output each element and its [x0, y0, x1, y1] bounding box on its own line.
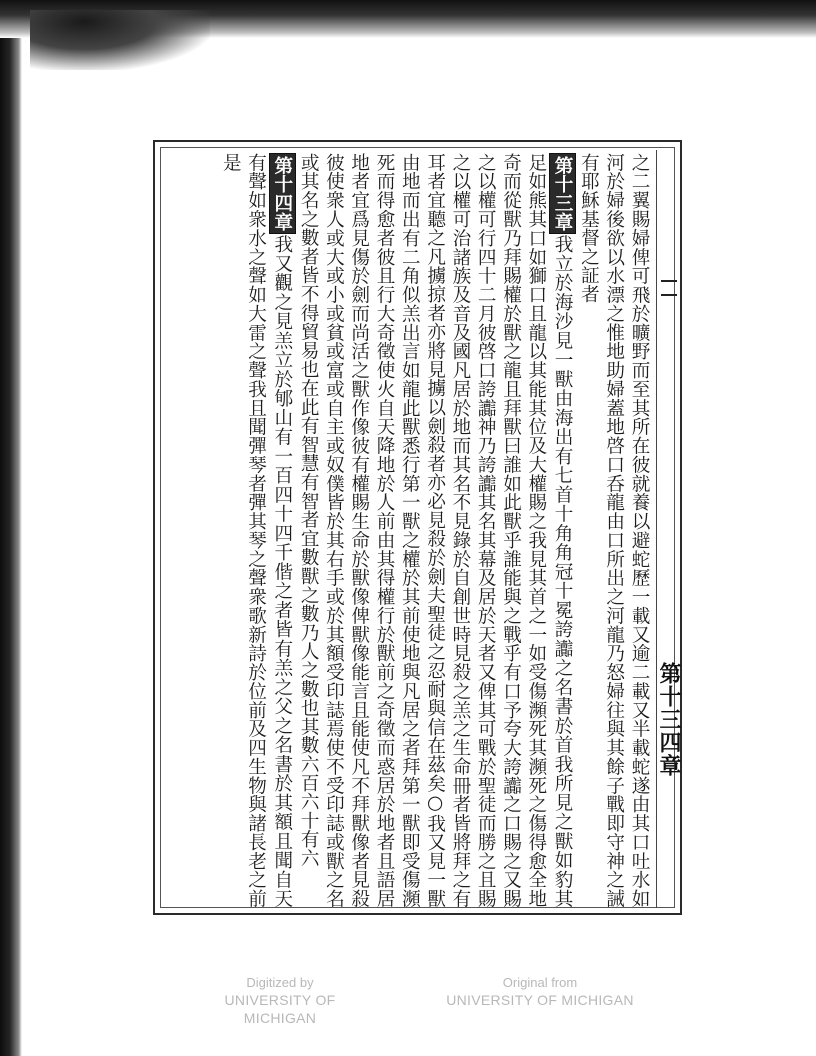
chapter-14-text: 我又觀之見羔立於郇山有一百四十四千偕之者皆有羔之父之名書於其額且聞自天有聲如衆水之聲如大雷之聲我且聞彈琴者彈其琴之聲衆歌新詩於位前及四生物與諸長老之前是 — [220, 153, 293, 908]
page-edge-shadow — [0, 0, 22, 1056]
chapter-13-heading: 第十三章 — [549, 153, 576, 234]
watermark-original-source: UNIVERSITY OF MICHIGAN — [446, 992, 634, 1008]
watermark-digitized-label: Digitized by — [246, 975, 314, 990]
watermark-original — [440, 975, 640, 1009]
watermark-digitized-source: UNIVERSITY OF MICHIGAN — [224, 992, 336, 1026]
paragraph-chapter-14 — [218, 153, 296, 908]
scan-smudge — [30, 10, 210, 70]
fishtail-mark — [661, 280, 677, 296]
paragraph-continuation — [576, 153, 652, 908]
paragraph-text: 之二翼賜婦俾可飛於曠野而至其所在彼就養以避蛇歷一載又逾二載又半載蛇遂由其口吐水如河於婦後欲以水漂之惟地助婦蓋地啓口呑龍由口所出之河龍乃怒婦往與其餘子戰即守神之誡有耶穌基督之証者 — [578, 153, 650, 908]
chapter-14-heading: 第十四章 — [269, 153, 296, 234]
body-text — [168, 153, 652, 908]
chapter-13-text: 我立於海沙見一獸由海出有七首十角角冠十冕誇讟之名書於首我所見之獸如豹其足如熊其口如獅口且龍以其能其位及大權賜之我見其首之一如受傷瀕死其瀕死之傷得愈全地奇而從獸乃拜賜權於獸之龍且拜獸曰誰如此獸乎誰能與之戰乎有口予夸大誇讟之口賜之又賜之以權可行四十二月彼啓口誇讟神乃誇讟其名其幕及居於天者又俾其可戰於聖徒而勝之且賜之以權可治諸族及音及國凡居於地而其名不見錄於自創世時見殺之羔之生命冊者皆將拜之有耳者宜聽之凡擄掠者亦將見擄以劍殺者亦必見殺於劍夫聖徒之忍耐與信在茲矣○我又見一獸由地而出有二角似羔出言如龍此獸悉行第一獸之權於其前使地與凡居之者拜第一獸即受傷瀕死而得愈者彼且行大奇徵使火自天降地於人前由其得權行於獸前之奇徵而惑居於地者且語居地者宜爲見傷於劍而尚活之獸作像彼有權賜生命於獸像俾獸像能言且能使凡不拜獸像者見殺彼使衆人或大或小或貧或富或自主或奴僕皆於其右手或於其額受印誌焉使不受印誌或獸之名或其名之數者皆不得貿易也在此有智慧有智者宜數獸之數乃人之數也其數六百六十有六 — [298, 153, 574, 908]
paragraph-chapter-13 — [296, 153, 576, 908]
running-title: 第十三四章 — [656, 662, 682, 777]
watermark-digitized — [190, 975, 370, 1027]
watermark-original-label: Original from — [502, 975, 578, 990]
running-header — [656, 150, 681, 908]
